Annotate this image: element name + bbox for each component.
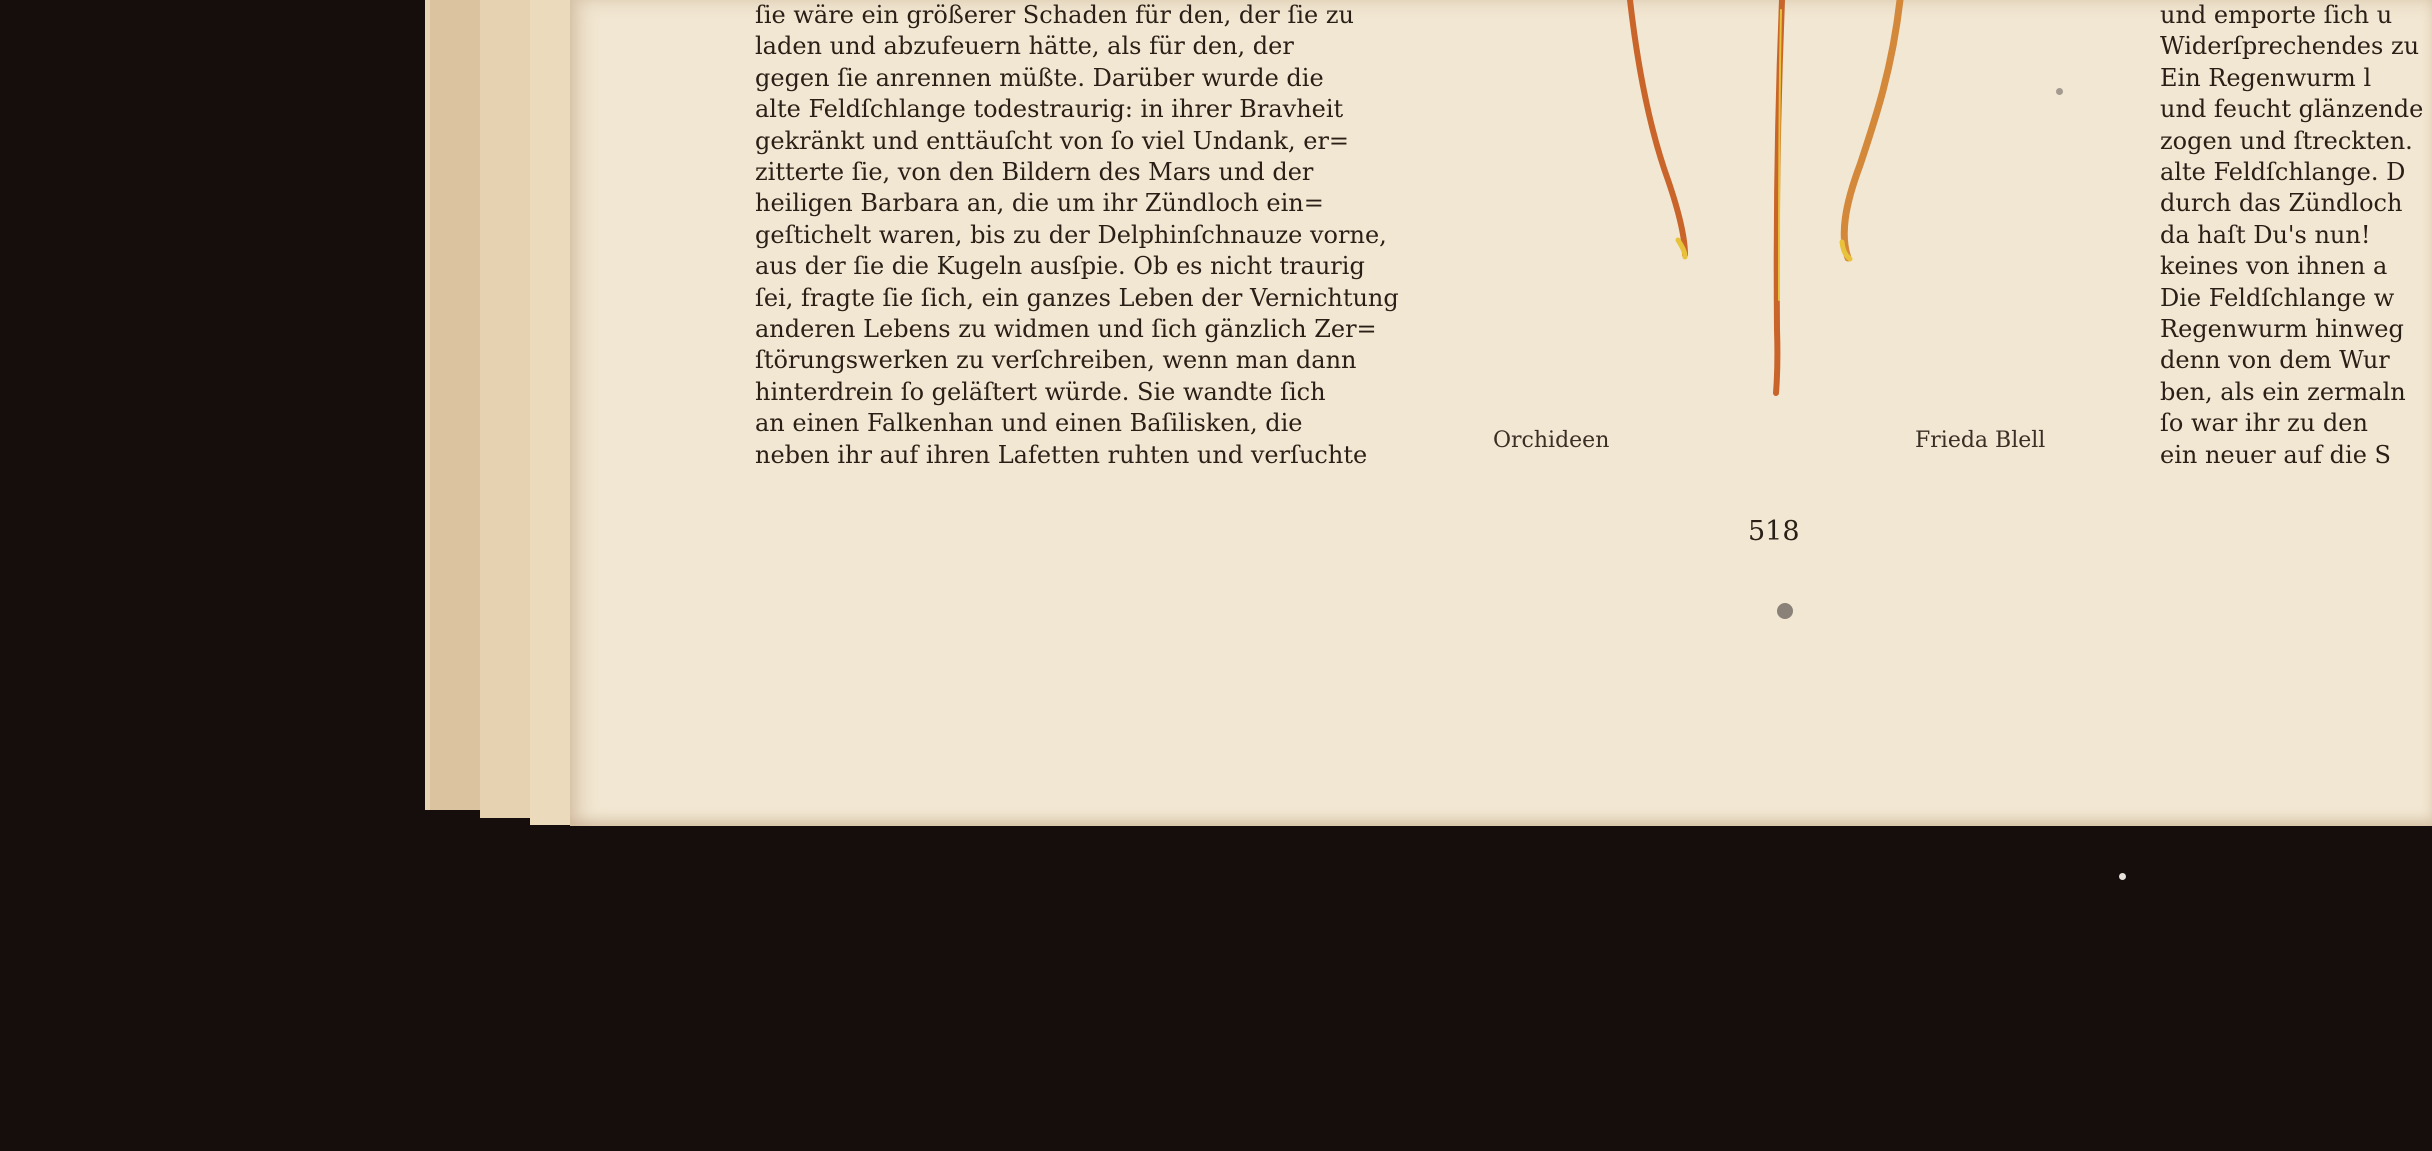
text-line: durch das Zündloch bbox=[2160, 189, 2403, 218]
page-number: 518 bbox=[1748, 516, 1800, 547]
text-line: denn von dem Wur bbox=[2160, 346, 2390, 375]
text-line: ſtörungswerken zu verſchreiben, wenn man dann bbox=[755, 346, 1357, 375]
page-edge bbox=[480, 0, 530, 818]
text-line: hinterdrein ſo geläſtert würde. Sie wandte ſich bbox=[755, 377, 1326, 406]
text-line: ben, als ein zermaln bbox=[2160, 377, 2406, 406]
page-edge bbox=[430, 0, 480, 810]
text-line: zitterte ſie, von den Bildern des Mars und der bbox=[755, 158, 1314, 187]
right-text-column bbox=[2160, 0, 2432, 470]
text-line: gegen ſie anrennen müßte. Darüber wurde die bbox=[755, 63, 1324, 92]
text-line: Widerſprechendes zu bbox=[2160, 32, 2420, 61]
text-line: ſo war ihr zu den bbox=[2160, 409, 2368, 438]
text-line: Regenwurm hinweg bbox=[2160, 315, 2404, 344]
dust-speck bbox=[2119, 873, 2126, 880]
text-line: neben ihr auf ihren Lafetten ruhten und verſuchte bbox=[755, 440, 1368, 469]
text-line: und emporte ſich u bbox=[2160, 1, 2393, 29]
orchid-stem-left bbox=[1630, 0, 1685, 255]
page-edge bbox=[530, 0, 570, 825]
text-line: alte Feldſchlange todestraurig: in ihrer Bravheit bbox=[755, 95, 1344, 124]
illustration-title: Orchideen bbox=[1493, 428, 1610, 453]
left-text-column bbox=[755, 0, 1410, 470]
text-line: ſei, fragte ſie ſich, ein ganzes Leben der Vernichtung bbox=[755, 283, 1399, 312]
text-line: geſtichelt waren, bis zu der Delphinſchnauze vorne, bbox=[755, 220, 1387, 249]
text-line: an einen Falkenhan und einen Baſilisken, die bbox=[755, 409, 1303, 438]
text-line: und feucht glänzende bbox=[2160, 95, 2424, 124]
orchid-stem-center-highlight bbox=[1779, 10, 1781, 300]
text-line: gekränkt und enttäuſcht von ſo viel Undank, er= bbox=[755, 126, 1350, 155]
dust-speck bbox=[2056, 88, 2063, 95]
illustration-artist: Frieda Blell bbox=[1915, 428, 2046, 453]
text-line: da haſt Du's nun! bbox=[2160, 220, 2371, 249]
orchid-illustration bbox=[1480, 0, 2120, 420]
text-line: Die Feldſchlange w bbox=[2160, 283, 2395, 312]
text-line: aus der ſie die Kugeln ausſpie. Ob es nicht traurig bbox=[755, 252, 1365, 281]
text-line: zogen und ſtreckten. bbox=[2160, 126, 2413, 155]
text-line: Ein Regenwurm l bbox=[2160, 63, 2372, 92]
ink-spot bbox=[1777, 603, 1793, 619]
text-line: keines von ihnen a bbox=[2160, 252, 2388, 281]
orchid-stem-right bbox=[1844, 0, 1900, 258]
text-line: alte Feldſchlange. D bbox=[2160, 158, 2406, 187]
text-line: anderen Lebens zu widmen und ſich gänzlich Zer= bbox=[755, 315, 1377, 344]
text-line: laden und abzufeuern hätte, als für den, der bbox=[755, 32, 1294, 61]
text-line: heiligen Barbara an, die um ihr Zündloch ein= bbox=[755, 189, 1324, 218]
text-line: ſie wäre ein größerer Schaden für den, der ſie zu bbox=[755, 1, 1354, 29]
text-line: ein neuer auf die S bbox=[2160, 440, 2391, 469]
